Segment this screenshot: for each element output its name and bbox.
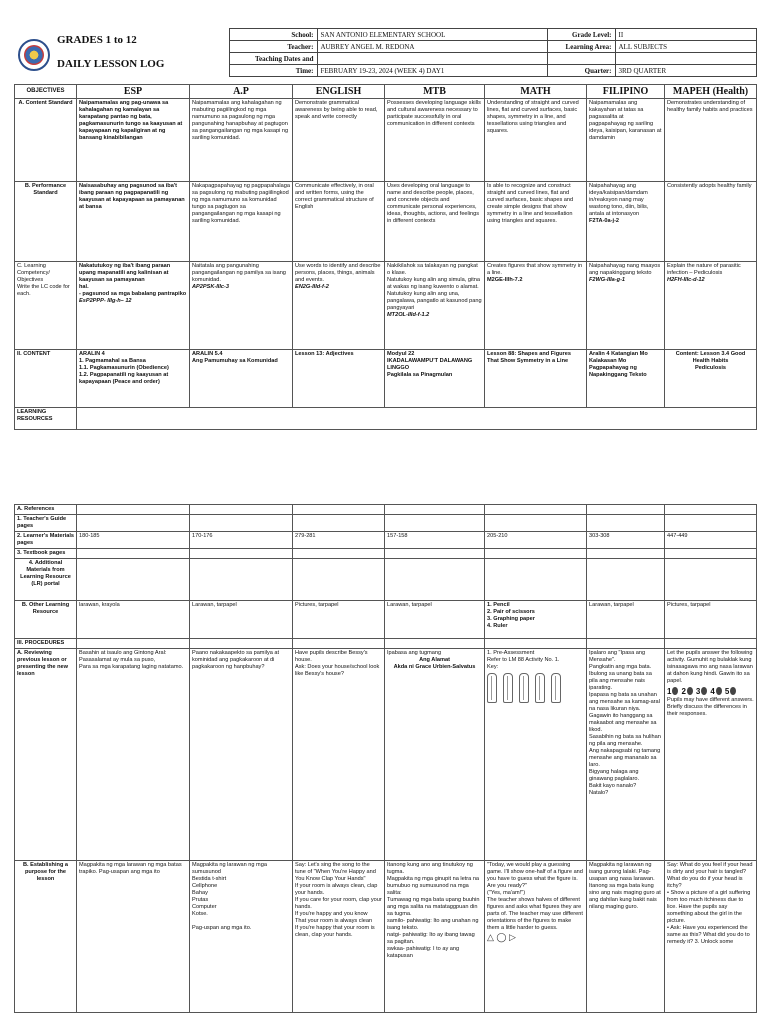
symmetric-figure-icon — [551, 673, 561, 703]
teaching-dates-value — [317, 53, 547, 65]
cell-filipino: Magpakita ng larawan ng isang gurong lalaki. Pag-usapan ang nasa larawan. Itanong sa mga bata kung sino ang nais maging guro at ang dahilan kung bakit nais nilang maging guro. — [587, 861, 665, 1013]
row-label: 1. Teacher's Guide pages — [15, 515, 77, 532]
cell-filipino: 303-308 — [587, 532, 665, 549]
procedures-table — [14, 504, 757, 1013]
cell-mapeh: 447-449 — [665, 532, 757, 549]
cell-mtb: Possesses developing language skills and cultural awareness necessary to participate successfully in oral communication in different contexts — [385, 99, 485, 182]
cell-esp: Naisasabuhay ang pagsunod sa iba't ibang paraan ng pagpapanatili ng kaayusan at kapayapaan sa pamayanan at bansa — [77, 182, 190, 262]
cell-math: "Today, we would play a guessing game. I'll show one-half of a figure and you have to guess what the figure is. Are you ready?" ("Yes, ma'am!") The teacher shows halves of different figures and asks what figures they are parts of. The teacher may use different orientations of the figures to make them a little harder to guess. △ ◯ ▷ — [485, 861, 587, 1013]
learning-area-value: ALL SUBJECTS — [615, 41, 756, 53]
picture-icon — [701, 687, 707, 695]
table-row — [15, 408, 757, 430]
cell-esp: Basahin at isaulo ang Gintong Aral: Pasasalamat ay mula sa puso, Para sa mga karapatang laging natatamo. — [77, 649, 190, 861]
cell-mapeh: Consistently adopts healthy family — [665, 182, 757, 262]
blank-label — [547, 53, 615, 65]
cell-esp: Magpakita ng mga larawan ng mga batas trapiko. Pag-usapan ang mga ito — [77, 861, 190, 1013]
blank-value — [615, 53, 756, 65]
cell-math: 205-210 — [485, 532, 587, 549]
cell-mapeh: Demonstrates understanding of healthy family habits and practices — [665, 99, 757, 182]
learning-area-label: Learning Area: — [547, 41, 615, 53]
cell-filipino: Aralin 4 Katangian Mo Kalakasan Mo Pagpapahayag ng Napakinggang Teksto — [587, 350, 665, 408]
filipino-code: F2WG-IIIa-g-1 — [589, 277, 626, 283]
cell-math: Lesson 88: Shapes and Figures That Show Symmetry in a Line — [485, 350, 587, 408]
english-code: EN2G-IIId-f-2 — [295, 284, 329, 290]
cell-mtb: Larawan, tarpapel — [385, 601, 485, 639]
table-row — [15, 505, 757, 515]
row-label: 3. Textbook pages — [15, 549, 77, 559]
table-row — [15, 515, 757, 532]
row-label: A. Content Standard — [15, 99, 77, 182]
cell-english: Demonstrate grammatical awareness by being able to read, speak and write correctly — [293, 99, 385, 182]
col-english: ENGLISH — [293, 85, 385, 99]
row-label: 4. Additional Materials from Learning Resource (LR) portal — [15, 559, 77, 601]
picture-icon — [730, 687, 736, 695]
col-objectives: OBJECTIVES — [15, 85, 77, 99]
row-label: 2. Learner's Materials pages — [15, 532, 77, 549]
cell-english: Use words to identify and describe persons, places, things, animals and events. EN2G-IIId-f-2 — [293, 262, 385, 350]
grade-level-label: Grade Level: — [547, 29, 615, 41]
symmetry-figures — [487, 673, 584, 703]
activity-pictures: 1 2 3 4 5 — [667, 687, 754, 695]
doc-title-line2: DAILY LESSON LOG — [57, 58, 165, 70]
row-label: B. Establishing a purpose for the lesson — [15, 861, 77, 1013]
col-mtb: MTB — [385, 85, 485, 99]
row-label: B. Performance Standard — [15, 182, 77, 262]
objectives-table — [14, 84, 757, 430]
cell-esp: ARALIN 4 1. Pagmamahal sa Bansa 1.1. Pagkamasunurin (Obedience) 1.2. Pagpapanatili ng kaayusan at kapayapaan (Peace and order) — [77, 350, 190, 408]
quarter-label: Quarter: — [547, 65, 615, 77]
col-math: MATH — [485, 85, 587, 99]
esp-code: EsP2PPP- IIIg-h– 12 — [79, 298, 132, 304]
cell-mtb: Ipabasa ang tugmang Ang Alamat Akda ni Grace Urbien-Salvatus — [385, 649, 485, 861]
cell-esp: Nakatutukoy ng iba't ibang paraan upang mapanatili ang kalinisan at kaayusan sa pamayanan hal. - pagsunod sa mga babalang pantrapiko EsP2PPP- IIIg-h– 12 — [77, 262, 190, 350]
school-value: SAN ANTONIO ELEMENTARY SCHOOL — [317, 29, 547, 41]
cell-english: Say: Let's sing the song to the tune of "When You're Happy and You Know Clap Your Hands" If your room is always clean, clap your hands. If you care for your room, clap your hands. If you're happy and you know That your room is always clean If you're happy that your room is clean, clap your hands. — [293, 861, 385, 1013]
row-label: C. Learning Competency/ Objectives Write the LC code for each. — [15, 262, 77, 350]
cell-english: 279-281 — [293, 532, 385, 549]
list-item: 3. Graphing paper — [487, 616, 535, 622]
cell-math: Is able to recognize and construct straight and curved lines, flat and curved surfaces, basic shapes and create simple designs that show symmetry in a line and tessellation using triangles and squares. — [485, 182, 587, 262]
cell-filipino: Naipahahayag nang maayos ang napakinggang teksto F2WG-IIIa-g-1 — [587, 262, 665, 350]
row-label: II. CONTENT — [15, 350, 77, 408]
cell-math — [485, 601, 587, 639]
symmetric-figure-icon — [487, 673, 497, 703]
half-figures-icon: △ ◯ ▷ — [487, 932, 516, 942]
cell-esp: 180-185 — [77, 532, 190, 549]
teacher-value: AUBREY ANGEL M. REDONA — [317, 41, 547, 53]
cell-mapeh: Let the pupils answer the following activity. Gumuhit ng bulaklak kung isinasagawa mo ang nasa larawan at dahon kung hindi. Gawin ito sa papel. 1 2 3 4 5 Pupils may have different answers. Briefly discuss the differences in their responses. — [665, 649, 757, 861]
col-filipino: FILIPINO — [587, 85, 665, 99]
mtb-story-title: Ang Alamat Akda ni Grace Urbien-Salvatus — [393, 657, 476, 670]
mapeh-code: H2FH-IIIc-d-12 — [667, 277, 705, 283]
row-label: B. Other Learning Resource — [15, 601, 77, 639]
picture-icon — [716, 687, 722, 695]
cell-ap: Paano nakakaapekto sa pamilya at kominidad ang pagkakaroon at di pagkakaroon ng hanpbuhay? — [190, 649, 293, 861]
picture-icon — [687, 687, 693, 695]
cell-mtb: Modyul 22 IKADALAWAMPU'T DALAWANG LINGGO Pagkilala sa Pinagmulan — [385, 350, 485, 408]
table-row — [15, 549, 757, 559]
cell-mapeh: Explain the nature of parasitic infection – Pediculosis H2FH-IIIc-d-12 — [665, 262, 757, 350]
quarter-value: 3RD QUARTER — [615, 65, 756, 77]
cell-mtb: Itanong kung ano ang tinutukoy ng tugma. Magpakita ng mga ginupit na letra na bumubuo ng sumusunod na mga salita: Tumawag ng mga bata upang buuhin ang mga salita na matataggpuan din sa tugma. samilo- pahiwatig: Ito ang unahan ng isang teksto. natgi- pahiwatig: Ito ay ibang tawag sa pagitan. swkaa- pahiwatig: I to ay ang katapusan — [385, 861, 485, 1013]
cell-mapeh: Pictures, tarpapel — [665, 601, 757, 639]
doc-title-line1: GRADES 1 to 12 — [57, 34, 137, 46]
cell-math: 1. Pre-Assessment Refer to LM 88 Activity No. 1. Key: — [485, 649, 587, 861]
symmetric-figure-icon — [519, 673, 529, 703]
cell-english: Lesson 13: Adjectives — [293, 350, 385, 408]
teaching-dates-label: Teaching Dates and — [229, 53, 317, 65]
seal-icon — [18, 39, 50, 71]
list-item: 4. Ruler — [487, 623, 508, 629]
cell-mtb: Uses developing oral language to name and describe people, places, and concrete objects and communicate personal experiences, ideas, thoughts, actions, and feelings in different contexts — [385, 182, 485, 262]
time-value: FEBRUARY 19-23, 2024 (WEEK 4) DAY1 — [317, 65, 547, 77]
ap-code: AP2PSK-IIIc-3 — [192, 284, 229, 290]
cell-ap: Naitatala ang pangunahing pangangailangan ng pamilya sa isang komunidad. AP2PSK-IIIc-3 — [190, 262, 293, 350]
row-label: A. Reviewing previous lesson or presenting the new lesson — [15, 649, 77, 861]
cell-ap: Larawan, tarpapel — [190, 601, 293, 639]
cell-mapeh: Content: Lesson 3.4 Good Health Habits Pediculosis — [665, 350, 757, 408]
table-row — [15, 559, 757, 601]
cell-math: Creates figures that show symmetry in a line. M2GE-IIIh-7.2 — [485, 262, 587, 350]
deped-seal — [14, 29, 54, 77]
table-row — [15, 601, 757, 639]
col-ap: A.P — [190, 85, 293, 99]
teacher-label: Teacher: — [229, 41, 317, 53]
row-label: LEARNING RESOURCES — [15, 408, 77, 430]
school-label: School: — [229, 29, 317, 41]
table-row — [15, 649, 757, 861]
cell-filipino: Larawan, tarpapel — [587, 601, 665, 639]
cell-esp: Naipamamalas ang pag-unawa sa kahalagahan ng kamalayan sa karapatang pantao ng bata, pagkamasunurin tungo sa kaayusan at kapayapaan ng kapaligiran at ng bansang kinabibilangan — [77, 99, 190, 182]
cell-ap: Naipamamalas ang kahalagahan ng mabuting pagiilingkod ng mga namumuno sa pagsulong ng mga pangunahing hanapbuhay at pagtugon sa pangangailangan ng mga kasapi ng sariling komunidad. — [190, 99, 293, 182]
cell-empty — [77, 408, 757, 430]
cell-ap: 170-176 — [190, 532, 293, 549]
table-row — [15, 532, 757, 549]
table-row — [15, 861, 757, 1013]
math-code: M2GE-IIIh-7.2 — [487, 277, 523, 283]
cell-ap: Nakapagpapahayag ng pagpapahalaga sa pagsulong ng mabuting pagiilingkod ng mga namumuno sa komunidad tungo sa pagtugon sa pangangailangan ng mga kasapi ng sariling komunidad. — [190, 182, 293, 262]
symmetric-figure-icon — [503, 673, 513, 703]
filipino-code: F2TA-0a-j-2 — [589, 218, 620, 224]
cell-filipino: Ipalaro ang "Ipasa ang Mensahe". Pangkatin ang mga bata. Ibulong sa unang bata sa pila ang mensahe nais iparating. Ipapasa ng bata sa unahan ang mensahe sa kamag-aral na nasa likuran niya. Gagawin ito hanggang sa makaabot ang mensahe sa likod. Sasabihin ng bata sa hulihan ng pila ang mensahe. Ang nakapagsabi ng tamang mensahe ang mananalo sa laro. Bigyang halaga ang ginawang paglalaro. Bakit kayo nanalo? Natalo? — [587, 649, 665, 861]
symmetric-figure-icon — [535, 673, 545, 703]
cell-filipino: Naipamamalas ang kakayahan at tatas sa pagsasalita at pagpapahayag ng sariling ideya, kaisipan, karanasan at damdamin — [587, 99, 665, 182]
cell-english: Have pupils describe Bessy's house. Ask: Does your house/school look like Bessy's house? — [293, 649, 385, 861]
cell-mtb: 157-158 — [385, 532, 485, 549]
grade-level-value: II — [615, 29, 756, 41]
table-row — [15, 350, 757, 408]
cell-esp: larawan, krayola — [77, 601, 190, 639]
table-row — [15, 99, 757, 182]
cell-mtb: Nakikilahok sa talakayan ng pangkat o klase. Natutukoy kung alin ang simula, gitna at wakas ng isang kuwento o alamat. Natutukoy kung alin ang una, pangalawa, pangatlo at kasunod pang pangyayari MT2OL-IIId-f-1.2 — [385, 262, 485, 350]
cell-filipino: Naipahahayag ang ideya/kaisipan/damdam in/reaksyon nang may wastong tono, diin, bilis, antala at intonasyon F2TA-0a-j-2 — [587, 182, 665, 262]
header-table — [14, 28, 757, 77]
row-label: A. References — [15, 505, 77, 515]
row-label: III. PROCEDURES — [15, 639, 77, 649]
table-row — [15, 182, 757, 262]
cell-math: Understanding of straight and curved lines, flat and curved surfaces, basic shapes, symmetry in a line, and tessellations using triangles and squares. — [485, 99, 587, 182]
lc-note: Write the LC code for each. — [17, 284, 70, 297]
cell-english: Pictures, tarpapel — [293, 601, 385, 639]
col-mapeh: MAPEH (Health) — [665, 85, 757, 99]
cell-mapeh: Say: What do you feel if your head is dirty and your hair is tangled? What do you do if your head is itchy? • Show a picture of a girl suffering from too much itchiness due to lice. Have the pupils say something about the girl in the picture. • Ask: Have you experienced the same as this? What did you do to remedy it? 3. Unlock some — [665, 861, 757, 1013]
cell-ap: ARALIN 5.4 Ang Pamumuhay sa Komunidad — [190, 350, 293, 408]
cell-english: Communicate effectively, in oral and written forms, using the correct grammatical structure of English — [293, 182, 385, 262]
col-esp: ESP — [77, 85, 190, 99]
cell-ap: Magpakita ng larawan ng mga sumusunod Bestida t-shirt Cellphone Bahay Prutas Computer Kotse. Pag-uspan ang mga ito. — [190, 861, 293, 1013]
list-item: 1. Pencil — [487, 602, 510, 608]
list-item: 2. Pair of scissors — [487, 609, 535, 615]
mtb-code: MT2OL-IIId-f-1.2 — [387, 312, 430, 318]
time-label: Time: — [229, 65, 317, 77]
table-row — [15, 262, 757, 350]
table-row — [15, 639, 757, 649]
picture-icon — [672, 687, 678, 695]
